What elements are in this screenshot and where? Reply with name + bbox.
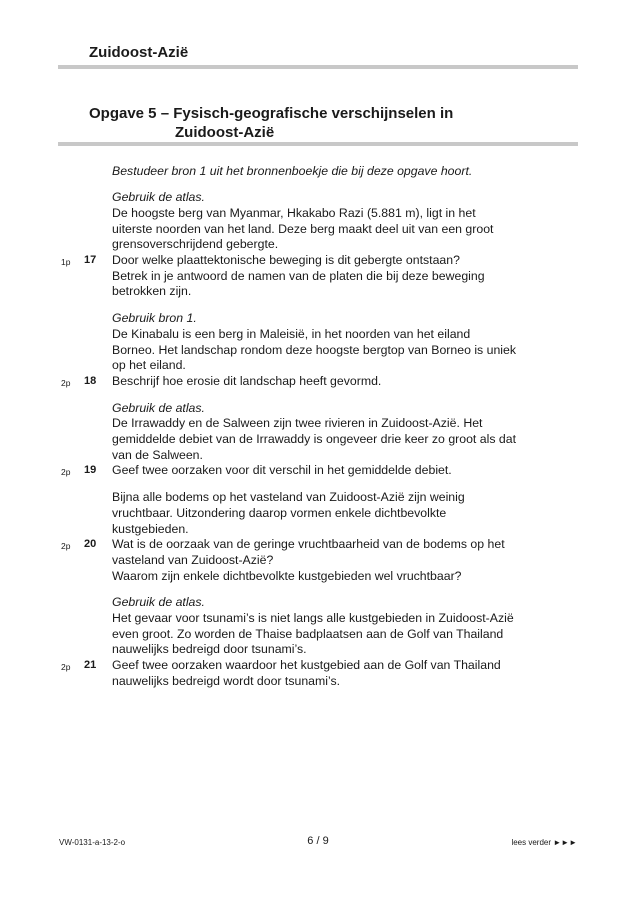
question-block-20 bbox=[61, 490, 562, 584]
source-instruction: Gebruik de atlas. bbox=[112, 190, 205, 205]
context-line: grensoverschrijdend gebergte. bbox=[112, 237, 279, 252]
context-line: uiterste noorden van het land. Deze berg maakt deel uit van een groot bbox=[112, 221, 494, 236]
footer-continue: lees verder ►►► bbox=[511, 838, 577, 847]
question-number: 21 bbox=[84, 659, 97, 672]
assignment-title-line2: Zuidoost-Azië bbox=[175, 124, 275, 141]
question-line: betrokken zijn. bbox=[112, 284, 192, 299]
question-17 bbox=[61, 253, 562, 300]
footer-exam-code: VW-0131-a-13-2-o bbox=[59, 838, 126, 847]
question-number: 18 bbox=[84, 374, 97, 387]
question-line: Door welke plaattektonische beweging is dit gebergte ontstaan? bbox=[112, 253, 460, 268]
context-line: op het eiland. bbox=[112, 358, 186, 373]
question-line: Geef twee oorzaken voor dit verschil in het gemiddelde debiet. bbox=[112, 463, 452, 478]
context-line: kustgebieden. bbox=[112, 521, 189, 536]
context-line: De Irrawaddy en de Salween zijn twee rivieren in Zuidoost-Azië. Het bbox=[112, 416, 483, 431]
header-divider bbox=[58, 65, 578, 69]
footer-page-number: 6 / 9 bbox=[307, 835, 329, 847]
assignment-title-line1: Opgave 5 – Fysisch-geografische verschijnselen in bbox=[89, 105, 454, 122]
question-number: 20 bbox=[84, 538, 97, 551]
assignment-content bbox=[61, 164, 562, 690]
title-divider bbox=[58, 142, 578, 146]
assignment-title bbox=[89, 104, 453, 142]
question-block-21 bbox=[61, 595, 562, 689]
context-line: Borneo. Het landschap rondom deze hoogste bergtop van Borneo is uniek bbox=[112, 342, 517, 357]
question-block-18 bbox=[61, 311, 562, 390]
question-line: vasteland van Zuidoost-Azië? bbox=[112, 552, 274, 567]
question-line: Beschrijf hoe erosie dit landschap heeft gevormd. bbox=[112, 373, 382, 388]
question-line: Geef twee oorzaken waardoor het kustgebied aan de Golf van Thailand bbox=[112, 658, 501, 673]
context-line: gemiddelde debiet van de Irrawaddy is ongeveer drie keer zo groot als dat bbox=[112, 432, 516, 447]
question-points: 2p bbox=[61, 541, 71, 552]
source-instruction: Gebruik de atlas. bbox=[112, 400, 205, 415]
source-instruction: Gebruik bron 1. bbox=[112, 311, 197, 326]
question-number: 19 bbox=[84, 464, 97, 477]
context-line: De hoogste berg van Myanmar, Hkakabo Razi (5.881 m), ligt in het bbox=[112, 205, 476, 220]
question-21 bbox=[61, 658, 562, 689]
context-line: vruchtbaar. Uitzondering daarop vormen enkele dichtbevolkte bbox=[112, 505, 447, 520]
context-line: even groot. Zo worden de Thaise badplaatsen aan de Golf van Thailand bbox=[112, 626, 504, 641]
question-20 bbox=[61, 537, 562, 584]
question-points: 2p bbox=[61, 467, 71, 478]
question-points: 2p bbox=[61, 377, 71, 388]
question-line: Betrek in je antwoord de namen van de platen die bij deze beweging bbox=[112, 268, 485, 283]
question-19 bbox=[61, 463, 562, 479]
question-line: nauwelijks bedreigd wordt door tsunami’s. bbox=[112, 673, 341, 688]
context-line: nauwelijks bedreigd door tsunami’s. bbox=[112, 642, 307, 657]
context-line: De Kinabalu is een berg in Maleisië, in het noorden van het eiland bbox=[112, 326, 471, 341]
question-line: Wat is de oorzaak van de geringe vruchtbaarheid van de bodems op het bbox=[112, 537, 505, 552]
intro-instruction: Bestudeer bron 1 uit het bronnenboekje die bij deze opgave hoort. bbox=[112, 164, 473, 178]
question-line: Waarom zijn enkele dichtbevolkte kustgebieden wel vruchtbaar? bbox=[112, 568, 462, 583]
source-instruction: Gebruik de atlas. bbox=[112, 595, 205, 610]
question-points: 1p bbox=[61, 257, 71, 268]
question-points: 2p bbox=[61, 662, 71, 673]
question-block-17 bbox=[61, 190, 562, 300]
context-line: Bijna alle bodems op het vasteland van Zuidoost-Azië zijn weinig bbox=[112, 490, 465, 505]
context-line: van de Salween. bbox=[112, 447, 203, 462]
page-header: Zuidoost-Azië bbox=[89, 44, 189, 61]
question-18 bbox=[61, 373, 562, 390]
context-line: Het gevaar voor tsunami’s is niet langs alle kustgebieden in Zuidoost-Azië bbox=[112, 611, 514, 626]
question-number: 17 bbox=[84, 254, 97, 267]
question-block-19 bbox=[61, 400, 562, 480]
